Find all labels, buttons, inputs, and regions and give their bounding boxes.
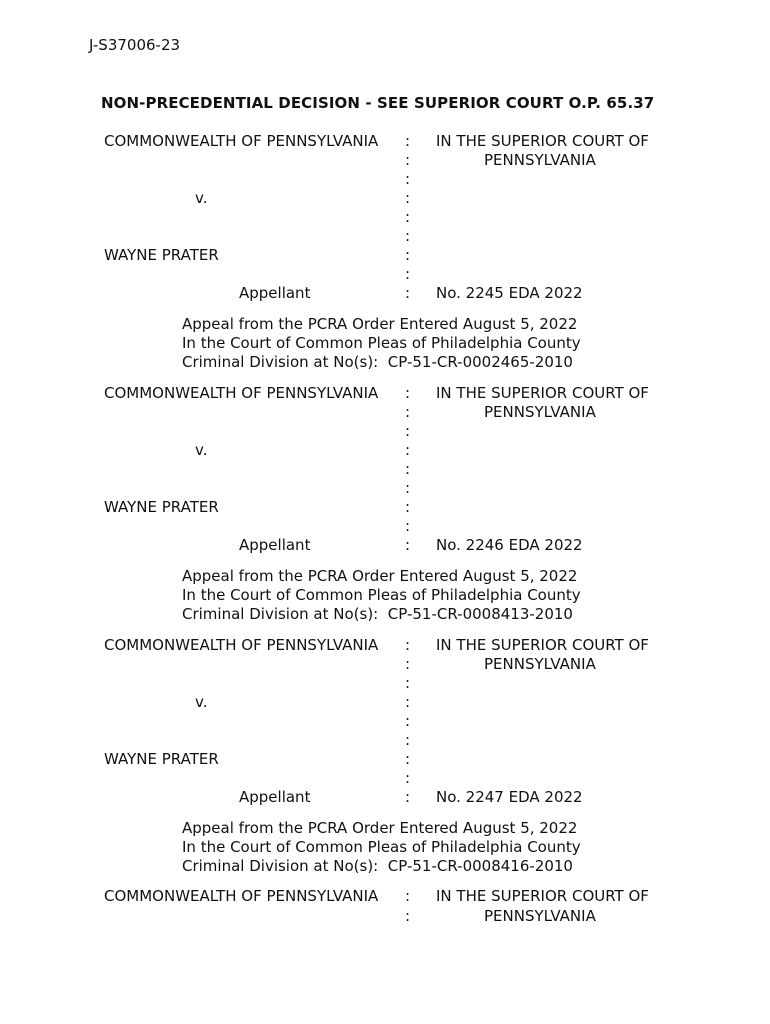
case-number: No. 2247 EDA 2022 bbox=[436, 788, 583, 806]
plaintiff-name: COMMONWEALTH OF PENNSYLVANIA bbox=[104, 887, 379, 905]
case-caption-partial bbox=[0, 887, 770, 947]
appellant-label: Appellant bbox=[239, 284, 311, 302]
caption-colon: : bbox=[405, 750, 411, 768]
court-name-line1: IN THE SUPERIOR COURT OF bbox=[436, 887, 649, 905]
caption-colon: : bbox=[405, 384, 411, 402]
appeal-line-2: In the Court of Common Pleas of Philadelphia County bbox=[182, 334, 581, 352]
caption-colon: : bbox=[405, 208, 411, 226]
appeal-line-3: Criminal Division at No(s): CP-51-CR-0008416-2010 bbox=[182, 857, 573, 875]
caption-colon: : bbox=[405, 132, 411, 150]
case-caption-2246 bbox=[0, 384, 770, 624]
caption-colon: : bbox=[405, 887, 411, 905]
appeal-line-1: Appeal from the PCRA Order Entered August 5, 2022 bbox=[182, 567, 578, 585]
caption-colon: : bbox=[405, 712, 411, 730]
caption-colon: : bbox=[405, 769, 411, 787]
plaintiff-name: COMMONWEALTH OF PENNSYLVANIA bbox=[104, 384, 379, 402]
caption-colon: : bbox=[405, 151, 411, 169]
court-name-line2: PENNSYLVANIA bbox=[484, 403, 596, 421]
appeal-line-2: In the Court of Common Pleas of Philadelphia County bbox=[182, 586, 581, 604]
caption-colon: : bbox=[405, 265, 411, 283]
case-caption-2247 bbox=[0, 636, 770, 876]
court-name-line1: IN THE SUPERIOR COURT OF bbox=[436, 132, 649, 150]
appeal-line-3: Criminal Division at No(s): CP-51-CR-0008413-2010 bbox=[182, 605, 573, 623]
caption-colon: : bbox=[405, 788, 411, 806]
defendant-name: WAYNE PRATER bbox=[104, 246, 219, 264]
caption-colon: : bbox=[405, 441, 411, 459]
caption-colon: : bbox=[405, 517, 411, 535]
defendant-name: WAYNE PRATER bbox=[104, 498, 219, 516]
court-name-line1: IN THE SUPERIOR COURT OF bbox=[436, 384, 649, 402]
caption-colon: : bbox=[405, 422, 411, 440]
appeal-line-2: In the Court of Common Pleas of Philadelphia County bbox=[182, 838, 581, 856]
caption-colon: : bbox=[405, 674, 411, 692]
caption-colon: : bbox=[405, 403, 411, 421]
caption-colon: : bbox=[405, 284, 411, 302]
caption-colon: : bbox=[405, 227, 411, 245]
court-name-line2: PENNSYLVANIA bbox=[484, 907, 596, 925]
caption-colon: : bbox=[405, 170, 411, 188]
case-caption-2245 bbox=[0, 132, 770, 372]
appeal-line-1: Appeal from the PCRA Order Entered August 5, 2022 bbox=[182, 819, 578, 837]
plaintiff-name: COMMONWEALTH OF PENNSYLVANIA bbox=[104, 132, 379, 150]
caption-colon: : bbox=[405, 246, 411, 264]
caption-colon: : bbox=[405, 655, 411, 673]
caption-colon: : bbox=[405, 731, 411, 749]
appellant-label: Appellant bbox=[239, 536, 311, 554]
appellant-label: Appellant bbox=[239, 788, 311, 806]
court-name-line2: PENNSYLVANIA bbox=[484, 655, 596, 673]
court-name-line2: PENNSYLVANIA bbox=[484, 151, 596, 169]
caption-colon: : bbox=[405, 498, 411, 516]
caption-colon: : bbox=[405, 907, 411, 925]
case-number: No. 2246 EDA 2022 bbox=[436, 536, 583, 554]
versus-label: v. bbox=[195, 189, 208, 207]
caption-colon: : bbox=[405, 636, 411, 654]
versus-label: v. bbox=[195, 441, 208, 459]
caption-colon: : bbox=[405, 460, 411, 478]
appeal-line-3: Criminal Division at No(s): CP-51-CR-0002465-2010 bbox=[182, 353, 573, 371]
document-heading: NON-PRECEDENTIAL DECISION - SEE SUPERIOR COURT O.P. 65.37 bbox=[101, 94, 655, 112]
plaintiff-name: COMMONWEALTH OF PENNSYLVANIA bbox=[104, 636, 379, 654]
court-name-line1: IN THE SUPERIOR COURT OF bbox=[436, 636, 649, 654]
defendant-name: WAYNE PRATER bbox=[104, 750, 219, 768]
caption-colon: : bbox=[405, 693, 411, 711]
versus-label: v. bbox=[195, 693, 208, 711]
caption-colon: : bbox=[405, 479, 411, 497]
docket-number: J-S37006-23 bbox=[89, 36, 181, 54]
caption-colon: : bbox=[405, 189, 411, 207]
caption-colon: : bbox=[405, 536, 411, 554]
case-number: No. 2245 EDA 2022 bbox=[436, 284, 583, 302]
appeal-line-1: Appeal from the PCRA Order Entered August 5, 2022 bbox=[182, 315, 578, 333]
